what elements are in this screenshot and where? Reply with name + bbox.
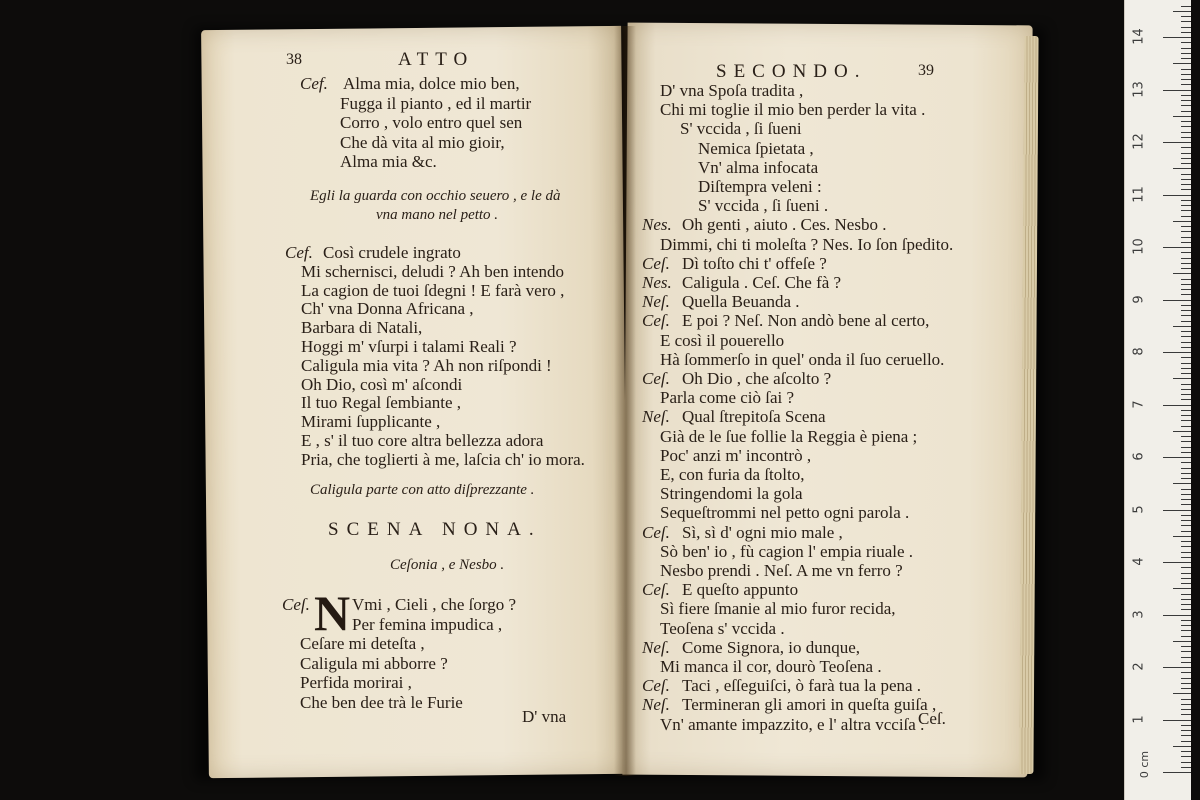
verse-line: Caligula mia vita ? Ah non riſpondi ! <box>301 355 552 375</box>
left-catchword: D' vna <box>522 707 567 726</box>
ruler-tick <box>1181 573 1191 574</box>
ruler-number: 1 <box>1131 714 1147 724</box>
verse-line: Stringendomi la gola <box>660 484 803 504</box>
verse-line: E , s' il tuo core altra bellezza adora <box>301 431 544 450</box>
verse-line: Pria, che toglierti à me, laſcia ch' io mora. <box>301 449 585 469</box>
ruler-tick <box>1181 21 1191 22</box>
verse-line: Mirami ſupplicante , <box>301 412 441 432</box>
ruler-tick <box>1181 426 1191 427</box>
verse-line: Parla come ciò ſai ? <box>660 388 795 408</box>
ruler-number: 12 <box>1131 133 1147 150</box>
speaker-label: Cef. <box>285 243 313 262</box>
ruler-tick <box>1181 525 1191 526</box>
verse-line: D' vna Spoſa tradita , <box>660 81 804 100</box>
ruler-tick <box>1181 137 1191 138</box>
ruler-tick <box>1181 268 1191 269</box>
ruler-tick <box>1181 315 1191 316</box>
ruler-tick <box>1173 116 1191 117</box>
ruler-number: 7 <box>1131 399 1147 409</box>
ruler-tick <box>1181 205 1191 206</box>
ruler-tick <box>1181 578 1191 579</box>
verse-line: Nemica ſpietata , <box>698 138 814 158</box>
ruler-tick <box>1181 730 1191 731</box>
ruler-tick <box>1181 279 1191 280</box>
ruler-unit-label: 0 cm <box>1138 750 1152 779</box>
verse-line: Fugga il pianto , ed il martir <box>340 93 532 113</box>
ruler-number: 14 <box>1131 28 1147 45</box>
ruler-number: 8 <box>1131 347 1147 356</box>
speaker-label: Neſ. <box>642 292 670 312</box>
ruler-tick <box>1181 714 1191 715</box>
ruler-tick <box>1181 567 1191 568</box>
verse-line: Dì toſto chi t' offeſe ? <box>682 253 827 273</box>
verse-line: Ceſare mi deteſta , <box>300 634 425 653</box>
verse-line: Sò ben' io , fù cagion l' empia riuale . <box>660 541 914 561</box>
ruler-tick <box>1163 510 1191 511</box>
ruler-tick <box>1181 630 1191 631</box>
ruler-tick <box>1163 405 1191 406</box>
verse-line: Ch' vna Donna Africana , <box>301 299 474 319</box>
verse-line: Qual ſtrepitoſa Scena <box>682 407 826 427</box>
ruler-tick <box>1181 478 1191 479</box>
ruler-tick <box>1181 499 1191 500</box>
ruler-tick <box>1163 562 1191 563</box>
ruler-tick <box>1181 751 1191 752</box>
verse-line: S' vccida , ſi ſueni . <box>698 196 829 216</box>
ruler-tick <box>1181 662 1191 663</box>
ruler-tick <box>1181 189 1191 190</box>
ruler-tick <box>1181 289 1191 290</box>
ruler-tick <box>1181 252 1191 253</box>
ruler-tick <box>1181 310 1191 311</box>
ruler-tick <box>1173 273 1191 274</box>
ruler-tick <box>1181 756 1191 757</box>
ruler-tick <box>1181 389 1191 390</box>
ruler-tick <box>1181 53 1191 54</box>
ruler-tick <box>1181 231 1191 232</box>
verse-line: Alma mia, dolce mio ben, <box>343 74 520 93</box>
ruler-tick <box>1181 179 1191 180</box>
verse-line: Teoſena s' vccida . <box>660 618 785 638</box>
ruler-tick <box>1181 604 1191 605</box>
ruler-number: 13 <box>1131 80 1147 98</box>
verse-line: Nesbo prendi . Neſ. A me vn ferro ? <box>660 561 903 580</box>
verse-line: Vn' amante impazzito, e l' altra vcciſa . <box>660 714 925 734</box>
verse-line: Che dà vita al mio gioir, <box>340 132 505 152</box>
ruler-number: 4 <box>1131 557 1147 566</box>
ruler-tick <box>1181 594 1191 595</box>
ruler-tick <box>1173 11 1191 12</box>
speaker-label: Neſ. <box>642 637 670 657</box>
verse-line: Oh Dio, così m' aſcondi <box>301 374 463 394</box>
ruler-tick <box>1163 195 1191 196</box>
ruler-tick <box>1181 636 1191 637</box>
ruler-tick <box>1181 436 1191 437</box>
speaker-label: Nes. <box>642 215 672 235</box>
ruler-tick <box>1181 121 1191 122</box>
verse-line: Vn' alma infocata <box>698 157 819 177</box>
ruler-tick <box>1181 504 1191 505</box>
ruler-tick <box>1173 693 1191 694</box>
ruler-tick <box>1163 667 1191 668</box>
left-page-number: 38 <box>286 51 302 68</box>
speaker-label: Ceſ. <box>642 253 670 273</box>
ruler-tick <box>1181 384 1191 385</box>
right-page-number: 39 <box>918 62 934 79</box>
speaker-label: Neſ. <box>642 695 670 715</box>
ruler-tick <box>1181 683 1191 684</box>
verse-line: Per femina impudica , <box>352 614 503 634</box>
ruler-tick <box>1181 321 1191 322</box>
ruler-tick <box>1181 242 1191 243</box>
ruler-tick <box>1173 588 1191 589</box>
ruler-tick <box>1181 216 1191 217</box>
ruler-tick <box>1181 725 1191 726</box>
ruler-tick <box>1181 147 1191 148</box>
ruler-tick <box>1181 552 1191 553</box>
ruler-tick <box>1181 16 1191 17</box>
speaker-label: Ceſ. <box>282 595 310 614</box>
verse-line: E, con furia da ſtolto, <box>660 465 805 484</box>
ruler-tick <box>1181 468 1191 469</box>
ruler-tick <box>1181 184 1191 185</box>
ruler-tick <box>1173 746 1191 747</box>
ruler-tick <box>1181 657 1191 658</box>
ruler-tick <box>1181 494 1191 495</box>
verse-line: Quella Beuanda . <box>682 292 800 312</box>
ruler-tick <box>1181 399 1191 400</box>
verse-line: Caligula mi abborre ? <box>300 653 448 673</box>
ruler-number: 5 <box>1131 504 1147 514</box>
speaker-label: Ceſ. <box>642 676 670 696</box>
ruler-tick <box>1181 74 1191 75</box>
ruler-tick <box>1163 352 1191 353</box>
ruler-tick <box>1181 200 1191 201</box>
ruler-tick <box>1181 452 1191 453</box>
ruler-number: 3 <box>1131 609 1147 619</box>
ruler-tick <box>1181 210 1191 211</box>
ruler-tick <box>1181 153 1191 154</box>
verse-line: Poc' anzi m' incontrò , <box>660 445 812 465</box>
ruler-tick <box>1181 394 1191 395</box>
verse-line: Come Signora, io dunque, <box>682 637 861 657</box>
speaker-label: Neſ. <box>642 407 670 427</box>
ruler-tick <box>1173 326 1191 327</box>
ruler-tick <box>1181 42 1191 43</box>
ruler-tick <box>1163 457 1191 458</box>
ruler-tick <box>1181 174 1191 175</box>
verse-line: Alma mia &c. <box>340 152 437 171</box>
ruler-number: 9 <box>1131 294 1147 304</box>
ruler-tick <box>1181 132 1191 133</box>
speaker-label: Ceſ. <box>642 369 670 388</box>
ruler-tick <box>1181 158 1191 159</box>
ruler-tick <box>1163 300 1191 301</box>
verse-line: Già de le ſue follie la Reggia è piena ; <box>660 426 918 446</box>
ruler-tick <box>1173 168 1191 169</box>
ruler-tick <box>1181 709 1191 710</box>
ruler-tick <box>1173 63 1191 64</box>
verse-line: Oh genti , aiuto . Ces. Nesbo . <box>682 215 887 235</box>
scene-characters: Ceſonia , e Nesbo . <box>390 557 505 573</box>
ruler-tick <box>1163 247 1191 248</box>
verse-line: Sì, sì d' ogni mio male , <box>682 522 843 542</box>
ruler-tick <box>1181 762 1191 763</box>
ruler-tick <box>1181 363 1191 364</box>
verse-line: Barbara di Natali, <box>301 318 423 338</box>
ruler-tick <box>1181 767 1191 768</box>
book-gutter <box>614 26 636 776</box>
verse-line: Diſtempra veleni : <box>698 177 822 196</box>
speaker-label: Ceſ. <box>642 522 670 542</box>
verse-line: La cagion de tuoi ſdegni ! E farà vero , <box>301 280 565 300</box>
ruler-tick <box>1181 515 1191 516</box>
ruler-tick <box>1181 69 1191 70</box>
ruler-tick <box>1181 111 1191 112</box>
ruler-tick <box>1181 126 1191 127</box>
ruler-tick <box>1181 331 1191 332</box>
verse-line: Il tuo Regal ſembiante , <box>301 393 462 413</box>
ruler-tick <box>1181 368 1191 369</box>
verse-line: Chi mi toglie il mio ben perder la vita . <box>660 100 926 120</box>
ruler-tick <box>1173 431 1191 432</box>
verse-line: Corro , volo entro quel sen <box>340 113 523 132</box>
ruler-tick <box>1181 688 1191 689</box>
ruler-tick <box>1181 520 1191 521</box>
ruler-tick <box>1181 342 1191 343</box>
ruler-tick <box>1181 79 1191 80</box>
ruler-tick <box>1181 678 1191 679</box>
ruler-tick <box>1181 6 1191 7</box>
ruler-tick <box>1181 263 1191 264</box>
drop-capital: N <box>314 585 351 641</box>
ruler-tick <box>1181 609 1191 610</box>
measuring-ruler <box>1124 0 1191 800</box>
ruler-tick <box>1181 305 1191 306</box>
ruler-tick <box>1181 489 1191 490</box>
ruler-tick <box>1173 536 1191 537</box>
ruler-tick <box>1181 237 1191 238</box>
ruler-tick <box>1181 357 1191 358</box>
left-running-head: ATTO <box>398 49 475 70</box>
verse-line: Taci , eſſeguiſci, ò farà tua la pena . <box>682 676 922 696</box>
speaker-label: Nes. <box>642 273 672 292</box>
ruler-tick <box>1181 27 1191 28</box>
ruler-tick <box>1173 378 1191 379</box>
right-catchword: Ceſ. <box>918 709 946 728</box>
ruler-tick <box>1181 741 1191 742</box>
verse-line: Mi manca il cor, dourò Teoſena . <box>660 657 882 676</box>
speaker-label: Ceſ. <box>642 311 670 331</box>
ruler-tick <box>1181 294 1191 295</box>
verse-line: Perfida morirai , <box>300 673 412 692</box>
ruler-tick <box>1181 620 1191 621</box>
ruler-number: 6 <box>1131 452 1147 461</box>
ruler-tick <box>1181 258 1191 259</box>
ruler-tick <box>1181 672 1191 673</box>
ruler-tick <box>1181 462 1191 463</box>
verse-line: E queſto appunto <box>682 580 799 600</box>
stage-direction-line-2: vna mano nel petto . <box>376 207 499 223</box>
ruler-tick <box>1181 625 1191 626</box>
ruler-tick <box>1181 105 1191 106</box>
ruler-tick <box>1181 441 1191 442</box>
ruler-tick <box>1181 704 1191 705</box>
ruler-number: 11 <box>1131 185 1147 203</box>
ruler-tick <box>1163 772 1191 773</box>
ruler-tick <box>1181 531 1191 532</box>
ruler-tick <box>1173 483 1191 484</box>
ruler-tick <box>1181 48 1191 49</box>
ruler-tick <box>1163 720 1191 721</box>
verse-line: Così crudele ingrato <box>323 243 461 262</box>
speaker-label: Cef. <box>300 74 328 93</box>
ruler-tick <box>1173 641 1191 642</box>
ruler-tick <box>1181 599 1191 600</box>
ruler-tick <box>1181 646 1191 647</box>
verse-line: E poi ? Neſ. Non andò bene al certo, <box>682 311 930 331</box>
ruler-tick <box>1181 735 1191 736</box>
ruler-tick <box>1181 284 1191 285</box>
verse-line: Mi schernisci, deludi ? Ah ben intendo <box>301 261 564 281</box>
ruler-tick <box>1181 58 1191 59</box>
ruler-tick <box>1173 221 1191 222</box>
ruler-tick <box>1181 163 1191 164</box>
ruler-tick <box>1181 583 1191 584</box>
verse-line: E così il pouerello <box>660 330 785 350</box>
verse-line: Termineran gli amori in queſta guiſa , <box>682 695 937 715</box>
ruler-tick <box>1181 541 1191 542</box>
verse-line: Che ben dee trà le Furie <box>300 692 463 712</box>
ruler-tick <box>1181 473 1191 474</box>
verse-line: Dimmi, chi ti moleſta ? Nes. Io ſon ſpedito. <box>660 234 954 254</box>
ruler-tick <box>1181 651 1191 652</box>
ruler-tick <box>1163 142 1191 143</box>
verse-line: Caligula . Ceſ. Che fà ? <box>682 273 842 292</box>
right-running-head: SECONDO. <box>716 61 867 82</box>
ruler-number: 2 <box>1131 662 1147 671</box>
ruler-number: 10 <box>1131 238 1147 255</box>
verse-line: Vmi , Cieli , che ſorgo ? <box>352 595 516 614</box>
ruler-tick <box>1181 373 1191 374</box>
verse-line: Hoggi m' vſurpi i talami Reali ? <box>301 337 517 356</box>
stage-direction-line-1: Egli la guarda con occhio seuero , e le dà <box>310 188 561 204</box>
scene-title: SCENA NONA. <box>328 519 542 540</box>
stage-direction-exit: Caligula parte con atto diſprezzante . <box>310 482 535 498</box>
ruler-tick <box>1181 447 1191 448</box>
ruler-tick <box>1181 410 1191 411</box>
ruler-tick <box>1181 226 1191 227</box>
ruler-tick <box>1181 336 1191 337</box>
ruler-tick <box>1163 615 1191 616</box>
ruler-tick <box>1181 420 1191 421</box>
ruler-tick <box>1181 546 1191 547</box>
verse-line: Hà ſommerſo in quel' onda il ſuo ceruello. <box>660 349 945 369</box>
ruler-tick <box>1181 347 1191 348</box>
verse-line: Oh Dio , che aſcolto ? <box>682 369 832 388</box>
speaker-label: Ceſ. <box>642 580 670 600</box>
ruler-tick <box>1181 699 1191 700</box>
ruler-tick <box>1181 84 1191 85</box>
ruler-tick <box>1163 90 1191 91</box>
verse-line: Sì fiere ſmanie al mio furor recida, <box>660 599 896 619</box>
ruler-tick <box>1181 557 1191 558</box>
ruler-tick <box>1181 415 1191 416</box>
verse-line: Sequeſtrommi nel petto ogni parola . <box>660 503 910 523</box>
ruler-tick <box>1181 95 1191 96</box>
ruler-tick <box>1163 37 1191 38</box>
verse-line: S' vccida , ſi ſueni <box>680 119 802 139</box>
ruler-tick <box>1181 100 1191 101</box>
ruler-tick <box>1181 32 1191 33</box>
